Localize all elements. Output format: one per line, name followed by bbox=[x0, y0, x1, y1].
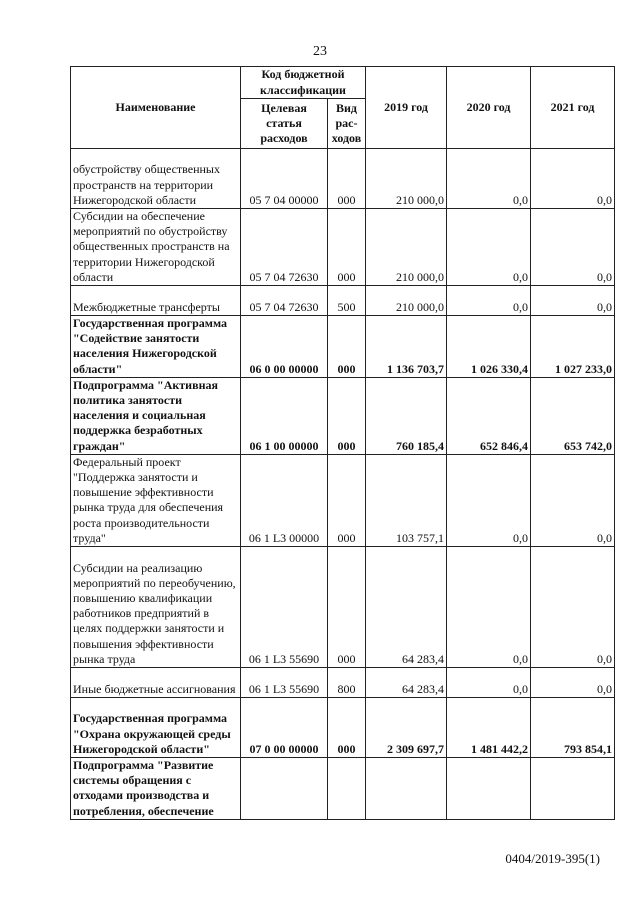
row-value-2020: 0,0 bbox=[447, 668, 531, 698]
header-2019: 2019 год bbox=[366, 67, 447, 149]
row-value-2020: 652 846,4 bbox=[447, 377, 531, 454]
header-code-group: Код бюджетной классификации bbox=[241, 67, 366, 99]
table-body bbox=[71, 149, 615, 820]
row-name: Субсидии на реализацию мероприятий по переобучению, повышению квалификации работников предприятий в целях поддержки занятости и повышения эффективности рынка труда bbox=[71, 547, 241, 668]
row-expense-kind: 000 bbox=[328, 454, 366, 546]
row-value-2019: 2 309 697,7 bbox=[366, 698, 447, 758]
header-2021: 2021 год bbox=[531, 67, 615, 149]
row-name: Межбюджетные трансферты bbox=[71, 286, 241, 316]
row-value-2020: 1 026 330,4 bbox=[447, 316, 531, 378]
row-value-2019: 210 000,0 bbox=[366, 286, 447, 316]
row-name: Иные бюджетные ассигнования bbox=[71, 668, 241, 698]
row-name: обустройству общественных пространств на территории Нижегородской области bbox=[71, 149, 241, 209]
header-2020: 2020 год bbox=[447, 67, 531, 149]
row-value-2021: 1 027 233,0 bbox=[531, 316, 615, 378]
table-row bbox=[71, 758, 615, 820]
row-target-code: 06 1 L3 55690 bbox=[241, 547, 328, 668]
row-target-code: 06 1 L3 00000 bbox=[241, 454, 328, 546]
table-row bbox=[71, 286, 615, 316]
row-value-2021: 0,0 bbox=[531, 547, 615, 668]
row-value-2019 bbox=[366, 758, 447, 820]
table-row bbox=[71, 454, 615, 546]
row-value-2019: 1 136 703,7 bbox=[366, 316, 447, 378]
row-expense-kind: 000 bbox=[328, 149, 366, 209]
row-value-2019: 64 283,4 bbox=[366, 547, 447, 668]
row-value-2021 bbox=[531, 758, 615, 820]
row-value-2021: 0,0 bbox=[531, 209, 615, 286]
row-value-2021: 0,0 bbox=[531, 668, 615, 698]
row-name: Подпрограмма "Активная политика занятости населения и социальная поддержка безработных граждан" bbox=[71, 377, 241, 454]
table-row bbox=[71, 149, 615, 209]
row-name: Государственная программа "Содействие занятости населения Нижегородской области" bbox=[71, 316, 241, 378]
table-row bbox=[71, 668, 615, 698]
row-value-2019: 210 000,0 bbox=[366, 209, 447, 286]
row-name: Подпрограмма "Развитие системы обращения с отходами производства и потребления, обеспечение bbox=[71, 758, 241, 820]
row-value-2021: 0,0 bbox=[531, 454, 615, 546]
row-expense-kind: 000 bbox=[328, 698, 366, 758]
row-name: Субсидии на обеспечение мероприятий по обустройству общественных пространств на территории Нижегородской области bbox=[71, 209, 241, 286]
row-value-2021: 793 854,1 bbox=[531, 698, 615, 758]
row-value-2019: 760 185,4 bbox=[366, 377, 447, 454]
header-target: Целевая статья расходов bbox=[241, 99, 328, 149]
header-name: Наименование bbox=[71, 67, 241, 149]
table-row bbox=[71, 209, 615, 286]
table-row bbox=[71, 316, 615, 378]
table-row bbox=[71, 377, 615, 454]
row-name: Государственная программа "Охрана окружающей среды Нижегородской области" bbox=[71, 698, 241, 758]
row-name: Федеральный проект "Поддержка занятости и повышение эффективности рынка труда для обеспечения роста производительности труда" bbox=[71, 454, 241, 546]
row-value-2019: 64 283,4 bbox=[366, 668, 447, 698]
row-expense-kind: 000 bbox=[328, 547, 366, 668]
row-value-2021: 0,0 bbox=[531, 149, 615, 209]
row-expense-kind: 000 bbox=[328, 316, 366, 378]
row-value-2020: 0,0 bbox=[447, 209, 531, 286]
row-value-2021: 653 742,0 bbox=[531, 377, 615, 454]
row-target-code: 05 7 04 72630 bbox=[241, 286, 328, 316]
row-value-2020: 0,0 bbox=[447, 149, 531, 209]
row-expense-kind: 800 bbox=[328, 668, 366, 698]
table-row bbox=[71, 698, 615, 758]
row-value-2019: 210 000,0 bbox=[366, 149, 447, 209]
row-value-2020: 0,0 bbox=[447, 454, 531, 546]
row-target-code: 06 0 00 00000 bbox=[241, 316, 328, 378]
document-code: 0404/2019-395(1) bbox=[505, 851, 600, 866]
page-number: 23 bbox=[313, 44, 327, 59]
row-expense-kind: 000 bbox=[328, 209, 366, 286]
row-value-2020: 0,0 bbox=[447, 547, 531, 668]
row-target-code: 07 0 00 00000 bbox=[241, 698, 328, 758]
table-row bbox=[71, 547, 615, 668]
row-target-code: 05 7 04 72630 bbox=[241, 209, 328, 286]
row-target-code: 06 1 00 00000 bbox=[241, 377, 328, 454]
row-value-2021: 0,0 bbox=[531, 286, 615, 316]
row-value-2019: 103 757,1 bbox=[366, 454, 447, 546]
header-kind: Вид рас-ходов bbox=[328, 99, 366, 149]
row-expense-kind bbox=[328, 758, 366, 820]
row-target-code: 05 7 04 00000 bbox=[241, 149, 328, 209]
row-expense-kind: 000 bbox=[328, 377, 366, 454]
row-target-code: 06 1 L3 55690 bbox=[241, 668, 328, 698]
row-target-code bbox=[241, 758, 328, 820]
row-expense-kind: 500 bbox=[328, 286, 366, 316]
row-value-2020: 0,0 bbox=[447, 286, 531, 316]
row-value-2020: 1 481 442,2 bbox=[447, 698, 531, 758]
row-value-2020 bbox=[447, 758, 531, 820]
budget-table bbox=[70, 66, 615, 820]
